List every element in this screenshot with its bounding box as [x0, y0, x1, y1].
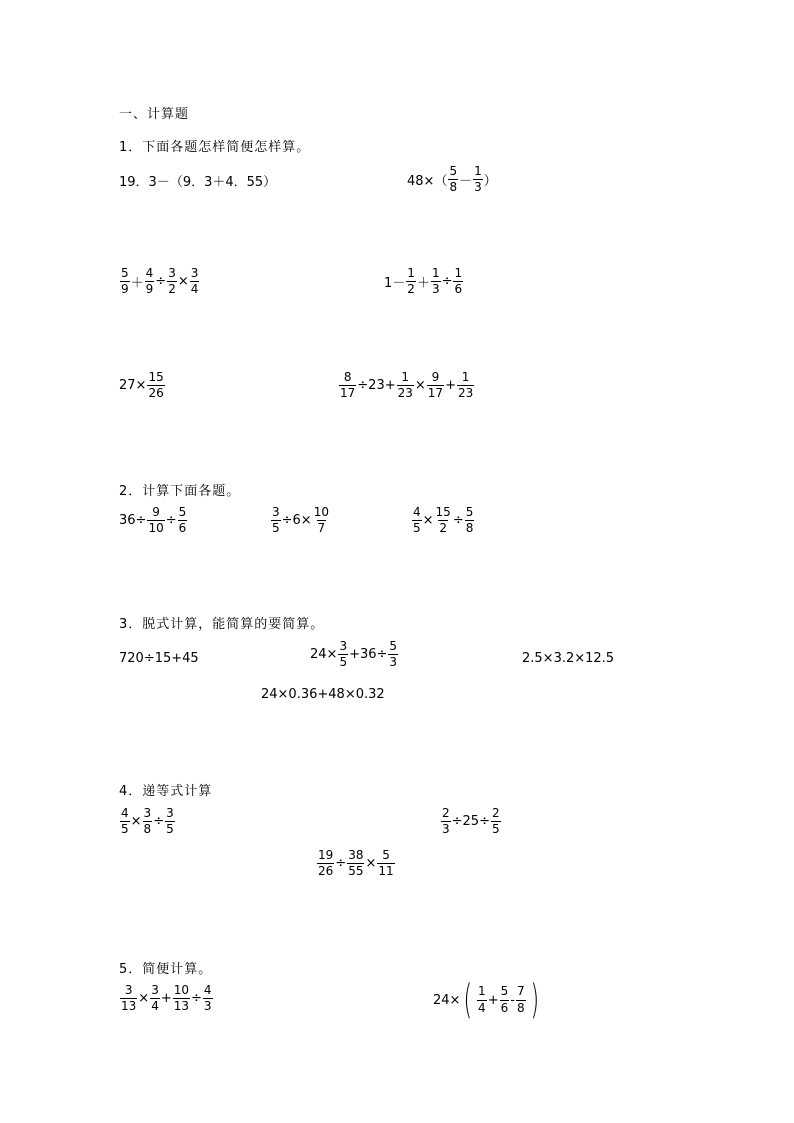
expr-text: ÷: [191, 991, 202, 1007]
expr-text: 48×（: [407, 174, 448, 190]
expr-text: 27×: [119, 378, 147, 394]
expr-text: ×: [138, 991, 150, 1007]
expr-text: 24×: [310, 647, 338, 663]
fraction: $\frac{3}{5}$: [166, 806, 174, 837]
fraction: $\frac{3}{4}$: [190, 266, 199, 297]
q4-expr-3: [316, 849, 396, 878]
fraction: $\frac{15}{26}$: [148, 370, 164, 401]
expr-text: ÷25÷: [451, 814, 490, 830]
q2-expr-3: [411, 506, 475, 535]
fraction: $\frac{4}{3}$: [203, 983, 212, 1014]
fraction: $\frac{10}{13}$: [173, 983, 190, 1014]
fraction: $\frac{15}{2}$: [435, 505, 451, 536]
expr-text: ÷: [155, 274, 167, 290]
section-title: 一、计算题: [119, 107, 190, 122]
q1-expr-2: [407, 165, 497, 194]
fraction: $\frac{3}{5}$: [272, 505, 280, 536]
question-3-title: 3．脱式计算，能简算的要简算。: [119, 617, 325, 632]
expr-text: ×: [177, 274, 189, 290]
expr-text: ÷6×: [281, 513, 312, 529]
expr-text: +: [487, 992, 499, 1008]
q4-expr-1: [119, 807, 176, 836]
expr-text: 24×: [433, 992, 461, 1008]
fraction: $\frac{3}{8}$: [143, 806, 152, 837]
question-4-title: 4．递等式计算: [119, 784, 213, 799]
fraction: $\frac{3}{4}$: [151, 983, 159, 1014]
q2-expr-2: [270, 506, 331, 535]
expr-text: ÷: [452, 513, 464, 529]
q3-expr-1: [119, 651, 199, 666]
fraction: $\frac{2}{5}$: [491, 806, 500, 837]
q1-expr-4: [384, 267, 464, 296]
fraction: $\frac{1}{3}$: [474, 164, 482, 195]
q2-expr-1: [119, 506, 188, 535]
fraction: $\frac{3}{2}$: [168, 266, 176, 297]
q4-expr-2: [440, 807, 502, 836]
q3-expr-4: [261, 687, 385, 702]
q3-expr-3: [522, 651, 614, 666]
expr-text: ×: [422, 513, 434, 529]
fraction: $\frac{1}{23}$: [397, 370, 413, 401]
fraction: $\frac{4}{9}$: [145, 266, 154, 297]
fraction: $\frac{5}{9}$: [121, 266, 129, 297]
fraction: $\frac{5}{8}$: [449, 164, 458, 195]
expr-text: ＋: [130, 276, 144, 292]
fraction: $\frac{4}{5}$: [121, 806, 129, 837]
expr-text: ÷23+: [357, 378, 396, 394]
fraction: $\frac{7}{8}$: [516, 984, 525, 1015]
expr-text: 1－: [384, 276, 406, 292]
fraction: $\frac{10}{7}$: [313, 505, 329, 536]
question-5-title: 5．简便计算。: [119, 962, 213, 977]
expr-text: -: [510, 992, 515, 1008]
fraction: $\frac{1}{4}$: [478, 984, 486, 1015]
expr-text: ÷: [165, 513, 177, 529]
fraction: $\frac{5}{8}$: [465, 505, 474, 536]
close-paren: ): [530, 977, 539, 1023]
expr-text: ÷: [153, 814, 165, 830]
fraction: $\frac{1}{2}$: [407, 266, 415, 297]
expr-text: +36÷: [349, 647, 388, 663]
fraction: $\frac{8}{17}$: [340, 370, 356, 401]
fraction: $\frac{2}{3}$: [442, 806, 450, 837]
fraction: $\frac{38}{55}$: [348, 848, 364, 879]
fraction: $\frac{4}{5}$: [413, 505, 421, 536]
expr-text: ×: [414, 378, 426, 394]
fraction: $\frac{1}{3}$: [431, 266, 440, 297]
expr-text: ＋: [416, 276, 430, 292]
q5-expr-1: [119, 984, 214, 1013]
q1-expr-6: [338, 371, 475, 400]
fraction: $\frac{3}{13}$: [121, 983, 137, 1014]
fraction: $\frac{3}{5}$: [339, 639, 348, 670]
expr-text: 720÷15+45: [119, 651, 199, 666]
fraction: $\frac{5}{6}$: [500, 984, 509, 1015]
fraction: $\frac{5}{11}$: [378, 848, 394, 879]
expr-text: ×: [130, 814, 142, 830]
fraction: $\frac{5}{3}$: [389, 639, 398, 670]
fraction: $\frac{19}{26}$: [318, 848, 334, 879]
expr-text: ）: [483, 174, 497, 190]
fraction: $\frac{1}{6}$: [454, 266, 463, 297]
expr-text: 2.5×3.2×12.5: [522, 651, 615, 666]
fraction: $\frac{1}{23}$: [457, 370, 474, 401]
fraction: $\frac{5}{6}$: [178, 505, 187, 536]
expr-text: +: [445, 378, 456, 394]
q1-expr-3: [119, 267, 200, 296]
expr-text: ÷: [335, 856, 347, 872]
expr-text: －: [459, 174, 473, 190]
question-1-title: 1．下面各题怎样简便怎样算。: [119, 140, 311, 155]
question-2-title: 2．计算下面各题。: [119, 484, 241, 499]
fraction: $\frac{9}{17}$: [427, 370, 444, 401]
q1-expr-5: [119, 371, 166, 400]
expr-text: 36÷: [119, 513, 147, 529]
expr-text: 24×0.36+48×0.32: [261, 687, 385, 702]
expr-text: ÷: [441, 274, 453, 290]
expr-text: ×: [365, 856, 377, 872]
q1-expr-1: [119, 171, 276, 190]
open-paren: (: [463, 977, 473, 1023]
expr-text: 19．3－（9．3＋4．55）: [119, 175, 277, 190]
q3-expr-2: [310, 640, 399, 669]
fraction: $\frac{9}{10}$: [148, 505, 164, 536]
expr-text: +: [160, 991, 172, 1007]
q5-expr-2: [433, 977, 542, 1023]
